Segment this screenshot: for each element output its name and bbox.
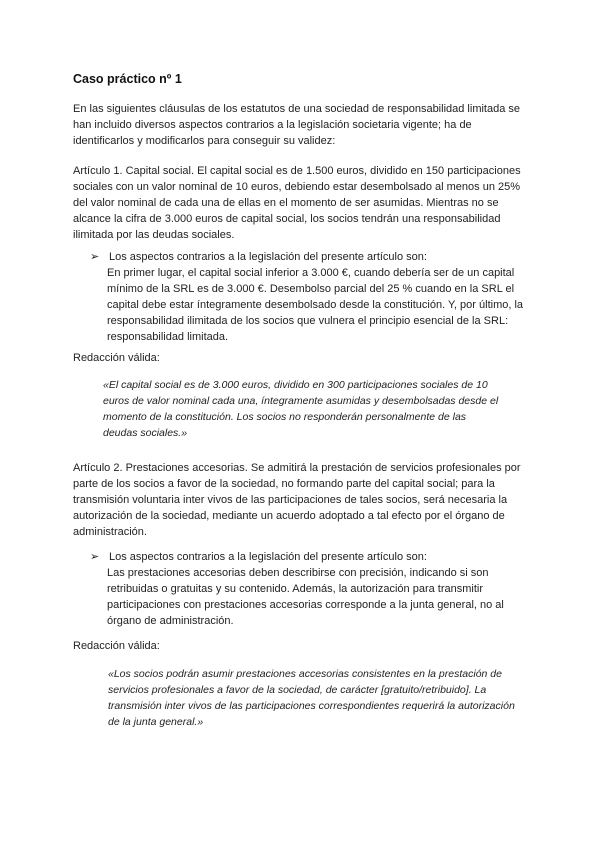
article-1-analysis bbox=[92, 249, 532, 345]
arrow-bullet-icon: ➢ bbox=[90, 251, 100, 263]
article-2-text: Artículo 2. Prestaciones accesorias. Se admitirá la prestación de servicios profesionales por parte de los socios a favor de la sociedad, no formando parte del capital social; para la transmisión voluntaria inter vivos de las participaciones de tales socios, será necesaria la autorización de la sociedad, mediante un acuerdo adoptado a tal efecto por el órgano de administración. bbox=[73, 462, 521, 538]
article-2-valid-label: Redacción válida: bbox=[73, 640, 160, 652]
document-title: Caso práctico nº 1 bbox=[73, 72, 182, 86]
article-1-text: Artículo 1. Capital social. El capital social es de 1.500 euros, dividido en 150 participaciones sociales con un valor nominal de 10 euros, debiendo estar desembolsado al menos un 25% del valor nominal de cada una de ellas en el momento de ser asumidas. Mientras no se alcance la cifra de 3.000 euros de capital social, los socios tendrán una responsabilidad ilimitada por las deudas sociales. bbox=[73, 165, 521, 241]
article-1-valid-label: Redacción válida: bbox=[73, 352, 160, 364]
article-2-analysis bbox=[92, 549, 532, 629]
article-1-analysis-body: En primer lugar, el capital social inferior a 3.000 €, cuando debería ser de un capital mínimo de la SRL es de 3.000 €. Desembolso parcial del 25 % cuando en la SRL el capital debe estar íntegramente desembolsado desde la constitución. Y, por último, la responsabilidad ilimitada de los socios que vulnera el principio esencial de la SRL: responsabilidad limitada. bbox=[107, 267, 524, 343]
intro-paragraph: En las siguientes cláusulas de los estatutos de una sociedad de responsabilidad limitada se han incluido diversos aspectos contrarios a la legislación societaria vigente; ha de identificarlos y modificarlos para conseguir su validez: bbox=[73, 103, 521, 147]
article-2-analysis-title: Los aspectos contrarios a la legislación del presente artículo son: bbox=[109, 551, 427, 563]
article-1-valid-text: «El capital social es de 3.000 euros, dividido en 300 participaciones sociales de 10 euros de valor nominal cada una, íntegramente asumidas y desembolsadas desde el momento de la constitución. Los socios no responderán personalmente de las deudas sociales.» bbox=[103, 379, 499, 439]
article-2-valid-text: «Los socios podrán asumir prestaciones accesorias consistentes en la prestación de servicios profesionales a favor de la sociedad, de carácter [gratuito/retribuido]. La transmisión inter vivos de las participaciones correspondientes requerirá la autorización de la junta general.» bbox=[108, 668, 515, 728]
article-2-analysis-body: Las prestaciones accesorias deben describirse con precisión, indicando si son retribuidas o gratuitas y su contenido. Además, la autorización para transmitir participaciones con prestaciones accesorias corresponde a la junta general, no al órgano de administración. bbox=[107, 567, 504, 627]
arrow-bullet-icon: ➢ bbox=[90, 551, 100, 563]
article-1-analysis-title: Los aspectos contrarios a la legislación del presente artículo son: bbox=[109, 251, 427, 263]
